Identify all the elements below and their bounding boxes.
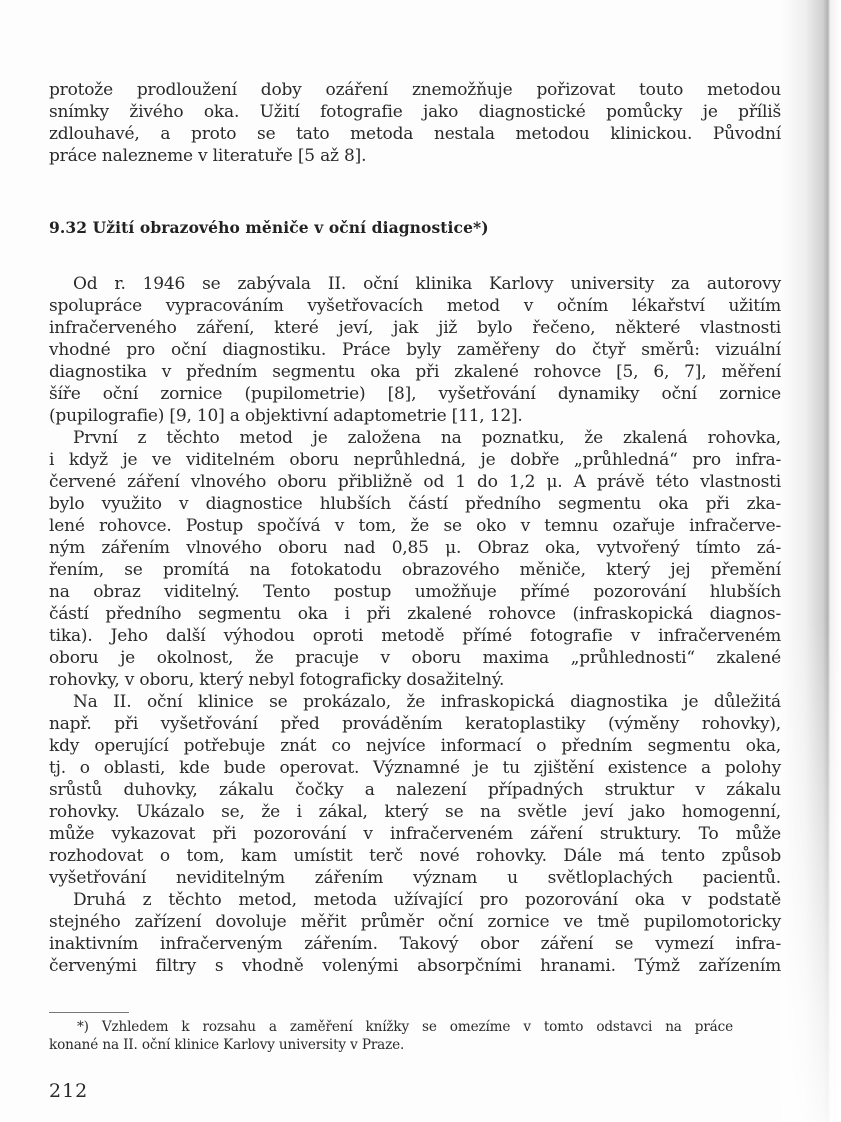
footnote-line: konané na II. oční klinice Karlovy university v Praze. [49, 1037, 405, 1053]
text-line: tj. o oblasti, kde bude operovat. Významné je tu zjištění existence a polohy [49, 758, 781, 778]
footnote-divider [49, 1012, 129, 1013]
text-line: může vykazovat při pozorování v infračerveném záření struktury. To může [49, 824, 781, 844]
text-line: bylo využito v diagnostice hlubších částí předního segmentu oka při zka- [49, 494, 781, 514]
text-line: spolupráce vypracováním vyšetřovacích metod v očním lékařství užitím [49, 296, 781, 316]
text-line: rohovky, v oboru, který nebyl fotograficky dosažitelný. [49, 670, 505, 690]
text-line: na obraz viditelný. Tento postup umožňuje přímé pozorování hlubších [49, 582, 781, 602]
text-line: infračerveného záření, které jeví, jak již bylo řečeno, některé vlastnosti [49, 318, 781, 338]
text-line: rohovky. Ukázalo se, že i zákal, který se na světle jeví jako homogenní, [49, 802, 781, 822]
text-line: (pupilografie) [9, 10] a objektivní adaptometrie [11, 12]. [49, 406, 523, 426]
page-number: 212 [49, 1080, 89, 1102]
text-line: částí předního segmentu oka i při zkalené rohovce (infraskopická diagnos- [49, 604, 781, 624]
text-line: oboru je okolnost, že pracuje v oboru maxima „průhlednosti“ zkalené [49, 648, 781, 668]
text-line: vhodné pro oční diagnostiku. Práce byly zaměřeny do čtyř směrů: vizuální [49, 340, 781, 360]
text-line: diagnostika v předním segmentu oka při zkalené rohovce [5, 6, 7], měření [49, 362, 781, 382]
binding-shadow [781, 0, 841, 1122]
footnote-line: *) Vzhledem k rozsahu a zaměření knížky se omezíme v tomto odstavci na práce [77, 1019, 733, 1035]
text-line: Druhá z těchto metod, metoda užívající pro pozorování oka v podstatě [73, 890, 781, 910]
text-line: vyšetřování neviditelným zářením význam u světloplachých pacientů. [49, 868, 781, 888]
text-line: práce nalezneme v literatuře [5 až 8]. [49, 146, 367, 166]
text-line: snímky živého oka. Užití fotografie jako diagnostické pomůcky je příliš [49, 102, 781, 122]
text-line: červené záření vlnového oboru přibližně od 1 do 1,2 μ. A právě této vlastnosti [49, 472, 781, 492]
text-line: stejného zařízení dovoluje měřit průměr oční zornice ve tmě pupilomotoricky [49, 912, 781, 932]
text-line: červenými filtry s vhodně volenými absorpčními hranami. Týmž zařízením [49, 956, 781, 976]
text-line: ným zářením vlnového oboru nad 0,85 μ. Obraz oka, vytvořený tímto zá- [49, 538, 781, 558]
text-line: lené rohovce. Postup spočívá v tom, že se oko v temnu ozařuje infračerve- [49, 516, 781, 536]
text-line: řením, se promítá na fotokatodu obrazového měniče, který jej přemění [49, 560, 781, 580]
text-line: protože prodloužení doby ozáření znemožňuje pořizovat touto metodou [49, 80, 781, 100]
text-line: Od r. 1946 se zabývala II. oční klinika Karlovy university za autorovy [73, 274, 781, 294]
text-line: kdy operující potřebuje znát co nejvíce informací o předním segmentu oka, [49, 736, 781, 756]
text-line: První z těchto metod je založena na poznatku, že zkalená rohovka, [73, 428, 781, 448]
text-line: inaktivním infračerveným zářením. Takový obor záření se vymezí infra- [49, 934, 781, 954]
text-line: rozhodovat o tom, kam umístit terč nové rohovky. Dále má tento způsob [49, 846, 781, 866]
text-line: srůstů duhovky, zákalu čočky a nalezení případných struktur v zákalu [49, 780, 781, 800]
text-line: Na II. oční klinice se prokázalo, že infraskopická diagnostika je důležitá [73, 692, 781, 712]
text-line: i když je ve viditelném oboru neprůhledná, je dobře „průhledná“ pro infra- [49, 450, 781, 470]
text-line: tika). Jeho další výhodou oproti metodě přímé fotografie v infračerveném [49, 626, 781, 646]
section-heading: 9.32 Užití obrazového měniče v oční diagnostice*) [49, 218, 489, 237]
text-line: šíře oční zornice (pupilometrie) [8], vyšetřování dynamiky oční zornice [49, 384, 781, 404]
text-line: např. při vyšetřování před prováděním keratoplastiky (výměny rohovky), [49, 714, 781, 734]
text-line: zdlouhavé, a proto se tato metoda nestala metodou klinickou. Původní [49, 124, 781, 144]
